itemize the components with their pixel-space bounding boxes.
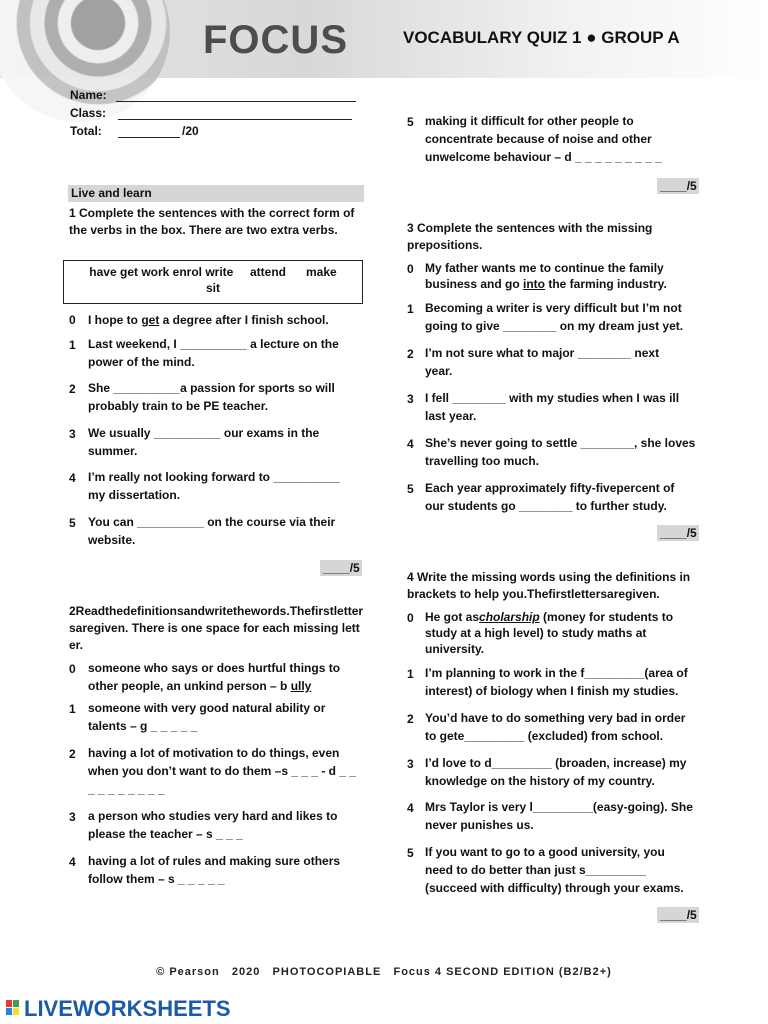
q4-item-2[interactable]: You’d have to do something very bad in order to gete_________ (excluded) from school.: [425, 711, 686, 743]
q3-item-number: 2: [407, 347, 414, 361]
name-label: Name:: [70, 88, 107, 102]
q1-instruction: 1 Complete the sentences with the correct form of the verbs in the box. There are two extra verbs.: [69, 206, 355, 237]
q2-item-number: 5: [407, 115, 414, 129]
q2-item-3[interactable]: a person who studies very hard and likes to please the teacher – s _ _ _: [88, 809, 338, 841]
q1-item-number: 0: [69, 313, 76, 327]
q4-item-number: 0: [407, 611, 414, 625]
liveworksheets-watermark: LIVEWORKSHEETS: [24, 996, 231, 1021]
q3-item-1[interactable]: Becoming a writer is very difficult but I’m not going to give ________ on my dream just yet.: [425, 301, 684, 333]
q1-item-number: 4: [69, 471, 76, 485]
q3-item-number: 1: [407, 302, 414, 316]
focus-logo-graphic: [0, 0, 170, 122]
q4-item-number: 5: [407, 846, 414, 860]
q1-item-number: 3: [69, 427, 76, 441]
q1-item-number: 5: [69, 516, 76, 530]
q4-item-5[interactable]: If you want to go to a good university, you need to do better than just s_________ (succeed with difficulty) through your exams.: [425, 845, 684, 895]
q3-item-number: 3: [407, 392, 414, 406]
example-answer: get: [141, 313, 160, 327]
q1-item-4[interactable]: I’m really not looking forward to __________ my dissertation.: [88, 470, 341, 502]
footer-copyright: © Pearson 2020 PHOTOCOPIABLE Focus 4 SECOND EDITION (B2/B2+): [156, 966, 612, 978]
example-answer: cholarship: [479, 610, 540, 624]
q4-score: ____/5: [657, 907, 699, 923]
q1-item-number: 1: [69, 338, 76, 352]
q2-item-5[interactable]: making it difficult for other people to concentrate because of noise and other unwelcome behaviour – d _ _ _ _ _ _ _ _ _: [425, 114, 662, 164]
q4-item-number: 2: [407, 712, 414, 726]
brand-logo: FOCUS: [203, 18, 348, 62]
q2-instruction: 2Readthedefinitionsandwritethewords.Thefirstlettersaregiven. There is one space for each missing letter.: [69, 604, 364, 652]
q1-item-5[interactable]: You can __________ on the course via their website.: [88, 515, 336, 547]
verb-box: [63, 260, 363, 304]
example-answer: into: [523, 277, 546, 291]
q3-item-5[interactable]: Each year approximately fifty-fivepercent of our students go ________ to further study.: [425, 481, 675, 513]
q2-item-2[interactable]: having a lot of motivation to do things, even when you don’t want to do them –s _ _ _ - d _ _ _ _ _ _ _ _ _ _: [88, 746, 357, 796]
q2-item-number: 0: [69, 662, 76, 676]
q3-item-3[interactable]: I fell ________ with my studies when I was ill last year.: [425, 391, 680, 423]
q2-item-4[interactable]: having a lot of rules and making sure others follow them – s _ _ _ _ _: [88, 854, 341, 886]
q3-item-2[interactable]: I’m not sure what to major ________ next year.: [425, 346, 660, 378]
total-field[interactable]: [118, 137, 180, 138]
q4-instruction: 4 Write the missing words using the definitions in brackets to help you.Thefirstlettersaregiven.: [407, 570, 691, 601]
q1-item-3[interactable]: We usually __________ our exams in the summer.: [88, 426, 320, 458]
example-answer: ully: [290, 679, 312, 693]
q2-item-number: 1: [69, 702, 76, 716]
q4-item-number: 3: [407, 757, 414, 771]
q4-example: He got ascholarship (money for students to study at a high level) to study maths at university.: [425, 610, 674, 656]
q3-item-4[interactable]: She’s never going to settle ________, she loves travelling too much.: [425, 436, 696, 468]
q4-item-number: 4: [407, 801, 414, 815]
q1-example: I hope to get a degree after I finish school.: [88, 313, 329, 327]
q3-score: ____/5: [657, 525, 699, 541]
q2-item-number: 2: [69, 747, 76, 761]
q4-item-number: 1: [407, 667, 414, 681]
q1-score: ____/5: [320, 560, 362, 576]
section-title: Live and learn: [68, 185, 364, 202]
verb-box-line2: sit: [205, 281, 220, 295]
q3-item-number: 5: [407, 482, 414, 496]
q1-item-2[interactable]: She __________a passion for sports so will probably train to be PE teacher.: [88, 381, 335, 413]
class-field[interactable]: [118, 119, 352, 120]
liveworksheets-logo-icon: [6, 1000, 20, 1016]
q4-item-3[interactable]: I’d love to d_________ (broaden, increase) my knowledge on the history of my country.: [425, 756, 687, 788]
q2-score: ____/5: [657, 178, 699, 194]
total-suffix: /20: [182, 124, 199, 138]
q2-item-number: 3: [69, 810, 76, 824]
class-label: Class:: [70, 106, 107, 120]
name-field[interactable]: [116, 101, 356, 102]
q2-item-1[interactable]: someone with very good natural ability or talents – g _ _ _ _ _: [88, 701, 326, 733]
q2-item-number: 4: [69, 855, 76, 869]
q2-example: someone who says or does hurtful things to other people, an unkind person – b ully: [88, 661, 341, 693]
q1-item-1[interactable]: Last weekend, I __________ a lecture on the power of the mind.: [88, 337, 339, 369]
q4-item-1[interactable]: I’m planning to work in the f_________(area of interest) of biology when I finish my studies.: [425, 666, 688, 698]
verb-box-line1: have get work enrol write attend make: [89, 265, 337, 279]
q3-item-number: 4: [407, 437, 414, 451]
total-label: Total:: [70, 124, 102, 138]
q3-instruction: 3 Complete the sentences with the missing prepositions.: [407, 221, 653, 252]
q3-example: My father wants me to continue the family business and go into the farming industry.: [425, 261, 667, 291]
q1-item-number: 2: [69, 382, 76, 396]
q3-item-number: 0: [407, 262, 414, 276]
q4-item-4[interactable]: Mrs Taylor is very l_________(easy-going). She never punishes us.: [425, 800, 693, 832]
quiz-title: VOCABULARY QUIZ 1 ● GROUP A: [403, 28, 680, 47]
